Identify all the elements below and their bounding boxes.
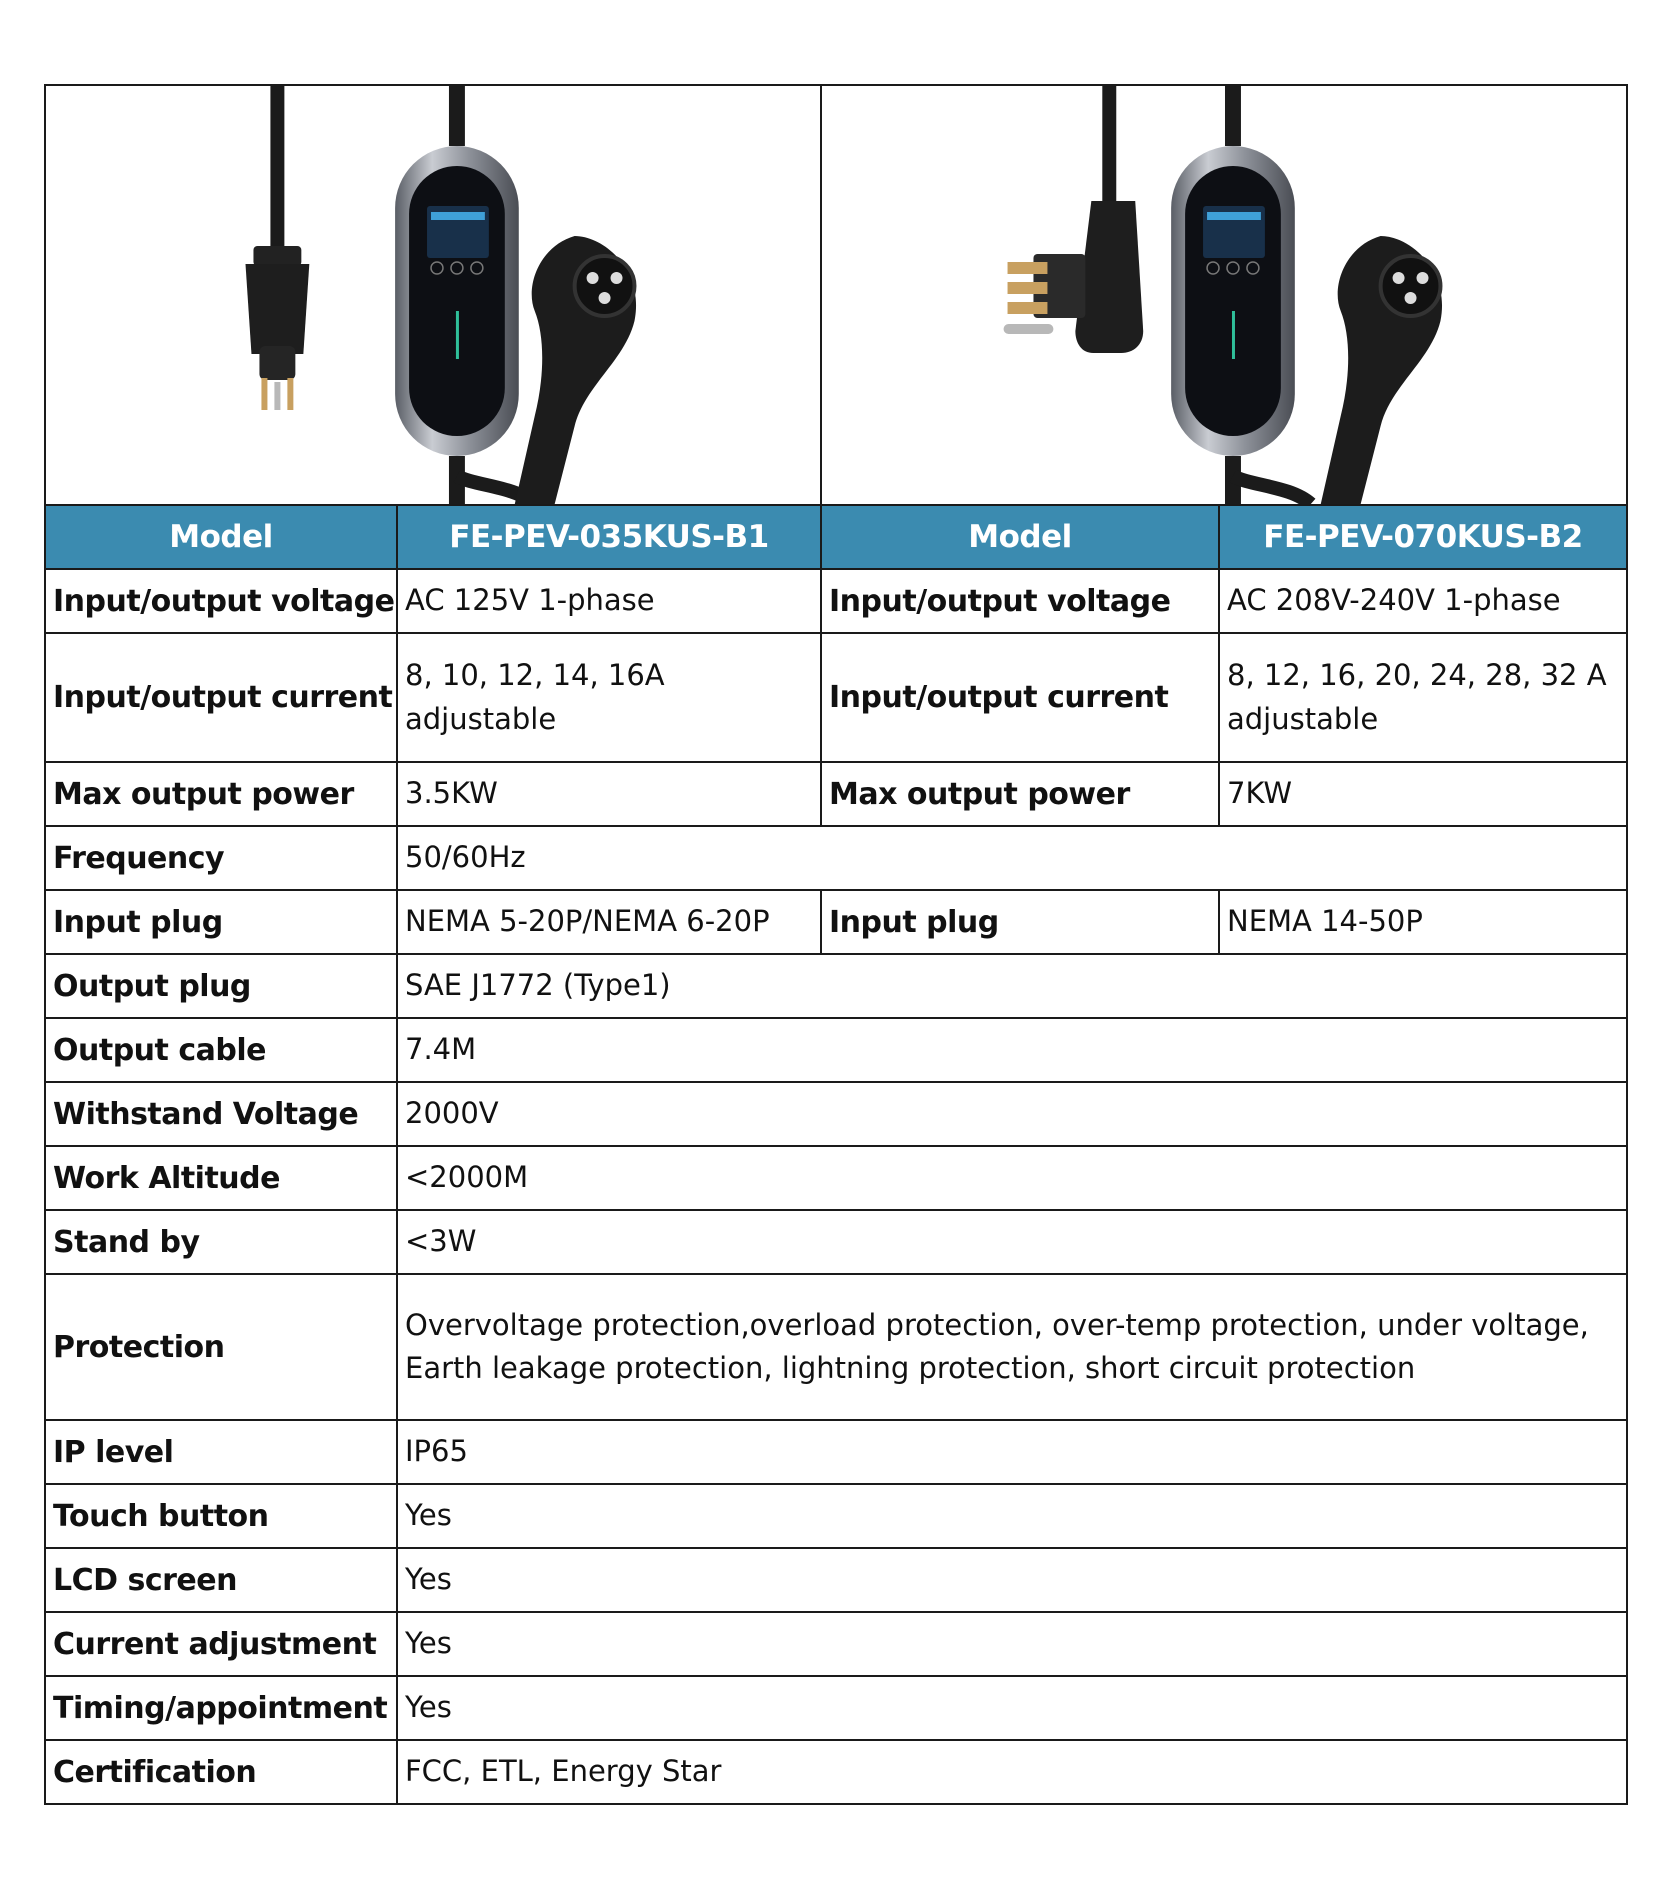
spec-value: FCC, ETL, Energy Star xyxy=(397,1740,1627,1804)
spec-label: IP level xyxy=(45,1420,397,1484)
spec-label: Max output power xyxy=(45,762,397,826)
spec-value: Yes xyxy=(397,1548,1627,1612)
spec-value: IP65 xyxy=(397,1420,1627,1484)
model-header-row xyxy=(45,505,1627,569)
spec-value-right: AC 208V-240V 1-phase xyxy=(1219,569,1627,633)
spec-value: Yes xyxy=(397,1612,1627,1676)
product-image-left xyxy=(45,85,821,505)
spec-value: 7.4M xyxy=(397,1018,1627,1082)
spec-value: 2000V xyxy=(397,1082,1627,1146)
spec-row-output-cable xyxy=(45,1018,1627,1082)
spec-row-timing xyxy=(45,1676,1627,1740)
product-images-row xyxy=(45,85,1627,505)
ev-charger-nema14-icon xyxy=(822,86,1626,504)
spec-value-left: NEMA 5-20P/NEMA 6-20P xyxy=(397,890,821,954)
spec-value: Overvoltage protection,overload protection, over-temp protection, under voltage, Earth leakage protection, lightning protection, short circuit protection xyxy=(397,1274,1627,1420)
spec-value: 50/60Hz xyxy=(397,826,1627,890)
model-name-right: FE-PEV-070KUS-B2 xyxy=(1219,505,1627,569)
spec-label-right: Input plug xyxy=(821,890,1219,954)
spec-row-input-plug xyxy=(45,890,1627,954)
spec-row-power xyxy=(45,762,1627,826)
spec-label: Current adjustment xyxy=(45,1612,397,1676)
spec-row-voltage xyxy=(45,569,1627,633)
spec-label: Frequency xyxy=(45,826,397,890)
spec-label-right: Input/output current xyxy=(821,633,1219,762)
spec-label: Input/output current xyxy=(45,633,397,762)
spec-value: Yes xyxy=(397,1484,1627,1548)
spec-value-right: 7KW xyxy=(1219,762,1627,826)
spec-value: SAE J1772 (Type1) xyxy=(397,954,1627,1018)
ev-charger-nema5-icon xyxy=(46,86,820,504)
spec-row-current-adjustment xyxy=(45,1612,1627,1676)
spec-row-ip-level xyxy=(45,1420,1627,1484)
spec-label-right: Max output power xyxy=(821,762,1219,826)
spec-label: Output cable xyxy=(45,1018,397,1082)
model-label-right: Model xyxy=(821,505,1219,569)
spec-row-lcd-screen xyxy=(45,1548,1627,1612)
spec-label: LCD screen xyxy=(45,1548,397,1612)
spec-value-left: 3.5KW xyxy=(397,762,821,826)
spec-value-right: NEMA 14-50P xyxy=(1219,890,1627,954)
spec-value: <2000M xyxy=(397,1146,1627,1210)
spec-value-left: 8, 10, 12, 14, 16A adjustable xyxy=(397,633,821,762)
spec-row-frequency xyxy=(45,826,1627,890)
spec-row-certification xyxy=(45,1740,1627,1804)
spec-row-protection xyxy=(45,1274,1627,1420)
spec-label: Timing/appointment xyxy=(45,1676,397,1740)
spec-row-stand-by xyxy=(45,1210,1627,1274)
spec-row-withstand-voltage xyxy=(45,1082,1627,1146)
spec-value-right: 8, 12, 16, 20, 24, 28, 32 A adjustable xyxy=(1219,633,1627,762)
spec-table xyxy=(44,84,1628,1805)
model-label-left: Model xyxy=(45,505,397,569)
spec-row-output-plug xyxy=(45,954,1627,1018)
model-name-left: FE-PEV-035KUS-B1 xyxy=(397,505,821,569)
spec-label: Touch button xyxy=(45,1484,397,1548)
spec-value-left: AC 125V 1-phase xyxy=(397,569,821,633)
spec-label: Certification xyxy=(45,1740,397,1804)
product-image-right xyxy=(821,85,1627,505)
spec-label: Protection xyxy=(45,1274,397,1420)
spec-label-right: Input/output voltage xyxy=(821,569,1219,633)
spec-row-touch-button xyxy=(45,1484,1627,1548)
spec-value: <3W xyxy=(397,1210,1627,1274)
spec-row-current xyxy=(45,633,1627,762)
spec-label: Stand by xyxy=(45,1210,397,1274)
spec-row-work-altitude xyxy=(45,1146,1627,1210)
spec-label: Input plug xyxy=(45,890,397,954)
spec-value: Yes xyxy=(397,1676,1627,1740)
spec-label: Input/output voltage xyxy=(45,569,397,633)
spec-label: Output plug xyxy=(45,954,397,1018)
spec-label: Withstand Voltage xyxy=(45,1082,397,1146)
spec-label: Work Altitude xyxy=(45,1146,397,1210)
